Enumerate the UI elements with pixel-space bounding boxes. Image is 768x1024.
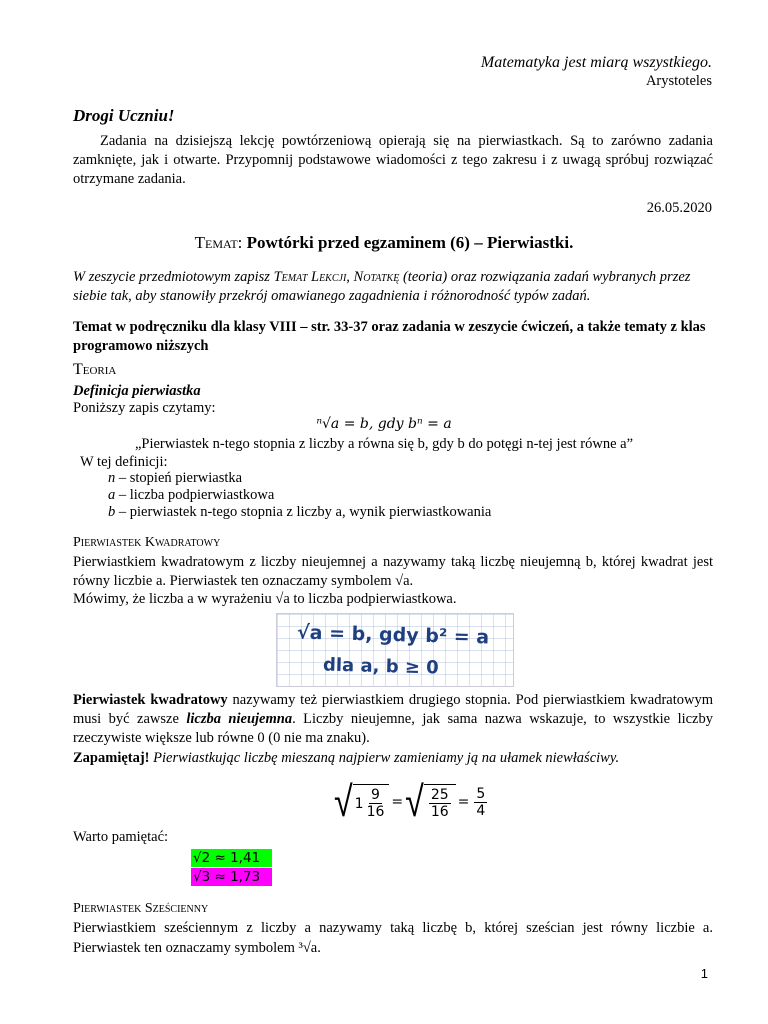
definition-intro: Poniższy zapis czytamy: xyxy=(73,400,216,416)
definition-item-b: b – pierwiastek n-tego stopnia z liczby a, wynik pierwiastkowania xyxy=(108,504,492,520)
definition-title: Definicja pierwiastka xyxy=(73,383,201,399)
definition-formula: ⁿ√a = b, gdy bⁿ = a xyxy=(316,416,452,432)
instruction-part2: (teoria) oraz rozwiązania zadań wybranych przez siebie tak, aby stanowiły przekrój omawianego zagadnienia i różnorodność typów zadań. xyxy=(73,269,691,304)
definition-lead: W tej definicji: xyxy=(80,454,168,470)
cube-root-heading: Pierwiastek Sześcienny xyxy=(73,901,209,916)
instruction xyxy=(73,268,713,306)
square-root-radicand-note: Mówimy, że liczba a w wyrażeniu √a to liczba podpierwiastkowa. xyxy=(73,591,457,607)
definition-item-a: a – liczba podpierwiastkowa xyxy=(108,487,275,503)
board-line-2: dla a, b ≥ 0 xyxy=(322,654,440,679)
date: 26.05.2020 xyxy=(646,200,712,216)
topic-title: Powtórki przed egzaminem (6) – Pierwiastki. xyxy=(246,233,574,252)
mixed-whole: 1 xyxy=(354,795,364,812)
greeting: Drogi Uczniu! xyxy=(73,106,175,125)
square-root-heading: Pierwiastek Kwadratowy xyxy=(73,535,221,550)
theory-heading: Teoria xyxy=(73,361,117,378)
definition-reading: „Pierwiastek n-tego stopnia z liczby a równa się b, gdy b do potęgi n-tej jest równe a” xyxy=(134,436,634,452)
formula-board-image xyxy=(276,613,514,687)
sqrt3-approx: √3 ≈ 1,73 xyxy=(191,868,272,886)
instruction-temat-lekcji: Temat Lekcji, xyxy=(273,269,350,285)
quote-author: Arystoteles xyxy=(645,73,712,89)
instruction-notatke: Notatkę xyxy=(353,269,400,285)
worth-remembering: Warto pamiętać: xyxy=(73,829,169,845)
mixed-number-formula: √ 1 $\frac{9}{16}$ = √ $\frac{25}{16}$ = $\frac{5}{4}$ xyxy=(334,777,486,827)
definition-list xyxy=(108,470,491,521)
textbook-note: Temat w podręczniku dla klasy VIII – str. 33-37 oraz zadania w zeszycie ćwiczeń, a także tematy z klas programowo niższych xyxy=(73,319,706,354)
board-line-1: √a = b, gdy b² = a xyxy=(296,621,490,649)
instruction-part1: W zeszycie przedmiotowym zapisz xyxy=(73,269,270,285)
topic-line xyxy=(0,233,768,253)
square-root-explanation: Pierwiastek kwadratowy nazywamy też pierwiastkiem drugiego stopnia. Pod pierwiastkiem kwadratowym musi być zawsze liczba nieujemna. Liczby nieujemne, jak sama nazwa wskazuje, to wszystkie liczby rzeczywiste większe lub równe 0 (0 nie ma znaku). xyxy=(73,692,713,746)
remember-note: Zapamiętaj! Pierwiastkując liczbę mieszaną najpierw zamieniamy ją na ułamek niewłaściwy. xyxy=(73,750,620,766)
cube-root-definition: Pierwiastkiem sześciennym z liczby a nazywamy taką liczbę b, której sześcian jest równy liczbie a. Pierwiastek ten oznaczamy symbolem ³√a. xyxy=(73,920,713,956)
intro-paragraph: Zadania na dzisiejszą lekcję powtórzeniową opierają się na pierwiastkach. Są to zarówno zadania zamknięte, jak i otwarte. Przypomnij podstawowe wiadomości z tego zakresu i z uwagą spróbuj rozwiązać otrzymane zadania. xyxy=(73,133,713,187)
definition-item-n: n – stopień pierwiastka xyxy=(108,470,243,486)
square-root-definition: Pierwiastkiem kwadratowym z liczby nieujemnej a nazywamy taką liczbę nieujemną b, której kwadrat jest równy liczbie a. Pierwiastek ten oznaczamy symbolem √a. xyxy=(73,554,713,589)
sqrt2-approx: √2 ≈ 1,41 xyxy=(191,849,272,867)
quote: Matematyka jest miarą wszystkiego. xyxy=(480,54,712,71)
topic-label: Temat: xyxy=(194,233,243,252)
page-number: 1 xyxy=(700,966,708,981)
